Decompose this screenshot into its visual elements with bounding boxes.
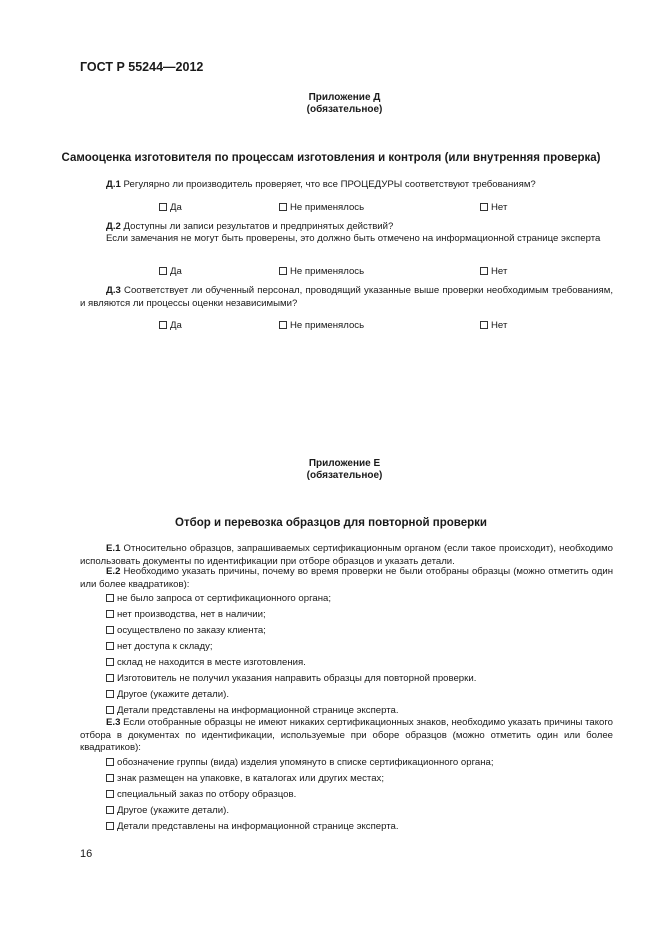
appendix-e-title: Приложение Е bbox=[308, 458, 381, 469]
checkbox-icon[interactable] bbox=[279, 203, 287, 211]
e2-checkbox-item[interactable] bbox=[106, 641, 213, 653]
checkbox-icon[interactable] bbox=[279, 267, 287, 275]
e2-checkbox-item[interactable] bbox=[106, 625, 266, 637]
checkbox-label: Другое (укажите детали). bbox=[117, 805, 230, 816]
e3-checkbox-item[interactable] bbox=[106, 789, 296, 801]
item-e2-number: Е.2 bbox=[106, 566, 121, 577]
question-d1-number: Д.1 bbox=[106, 179, 121, 190]
checkbox-icon[interactable] bbox=[106, 594, 114, 602]
question-d2-number: Д.2 bbox=[106, 221, 121, 232]
checkbox-icon[interactable] bbox=[106, 774, 114, 782]
checkbox-icon[interactable] bbox=[106, 626, 114, 634]
appendix-d-heading: Самооценка изготовителя по процессам изготовления и контроля (или внутренняя проверка) bbox=[61, 152, 601, 164]
checkbox-label: нет производства, нет в наличии; bbox=[117, 609, 266, 620]
checkbox-label: Детали представлены на информационной странице эксперта. bbox=[117, 705, 399, 716]
d3-no-option[interactable] bbox=[480, 320, 507, 332]
e2-checkbox-item[interactable] bbox=[106, 593, 331, 605]
e2-checkbox-item[interactable] bbox=[106, 689, 229, 701]
d1-no-option[interactable] bbox=[480, 202, 507, 214]
question-d3-text: Соответствует ли обученный персонал, проводящий указанные выше проверки необходимым требованиям, и являются ли процессы оценки независимыми? bbox=[80, 285, 614, 309]
checkbox-icon[interactable] bbox=[106, 642, 114, 650]
option-label: Нет bbox=[491, 202, 508, 213]
item-e3-number: Е.3 bbox=[106, 717, 121, 728]
item-e2-text: Необходимо указать причины, почему во время проверки не были отобраны образцы (можно отметить один или более квадратиков): bbox=[80, 566, 613, 590]
d2-no-option[interactable] bbox=[480, 266, 507, 278]
checkbox-icon[interactable] bbox=[106, 790, 114, 798]
option-label: Да bbox=[170, 320, 182, 331]
d2-yes-option[interactable] bbox=[159, 266, 182, 278]
d1-na-option[interactable] bbox=[279, 202, 364, 214]
checkbox-icon[interactable] bbox=[106, 822, 114, 830]
checkbox-label: нет доступа к складу; bbox=[117, 641, 213, 652]
d2-na-option[interactable] bbox=[279, 266, 364, 278]
checkbox-icon[interactable] bbox=[159, 321, 167, 329]
e3-checkbox-item[interactable] bbox=[106, 757, 494, 769]
checkbox-icon[interactable] bbox=[106, 758, 114, 766]
option-label: Нет bbox=[491, 320, 508, 331]
appendix-d-title: Приложение Д bbox=[308, 92, 381, 103]
option-label: Да bbox=[170, 266, 182, 277]
checkbox-icon[interactable] bbox=[159, 267, 167, 275]
d3-na-option[interactable] bbox=[279, 320, 364, 332]
option-label: Не применялось bbox=[290, 266, 365, 277]
checkbox-label: знак размещен на упаковке, в каталогах или других местах; bbox=[117, 773, 384, 784]
option-label: Не применялось bbox=[290, 202, 365, 213]
item-e1-text: Относительно образцов, запрашиваемых сертификационным органом (если такое происходит), необходимо использовать документы по идентификации при отборе образцов и указать детали. bbox=[80, 543, 613, 567]
option-label: Не применялось bbox=[290, 320, 365, 331]
e2-checkbox-item[interactable] bbox=[106, 705, 399, 717]
question-d1-text: Регулярно ли производитель проверяет, что все ПРОЦЕДУРЫ соответствуют требованиям? bbox=[123, 179, 536, 190]
d3-yes-option[interactable] bbox=[159, 320, 182, 332]
e2-checkbox-item[interactable] bbox=[106, 673, 476, 685]
e3-checkbox-item[interactable] bbox=[106, 773, 384, 785]
checkbox-label: специальный заказ по отбору образцов. bbox=[117, 789, 297, 800]
appendix-e-status: (обязательное) bbox=[306, 470, 383, 481]
item-e1-number: Е.1 bbox=[106, 543, 121, 554]
item-e3 bbox=[80, 717, 613, 755]
checkbox-icon[interactable] bbox=[480, 321, 488, 329]
item-e2 bbox=[80, 566, 613, 591]
checkbox-label: осуществлено по заказу клиента; bbox=[117, 625, 266, 636]
e2-checkbox-item[interactable] bbox=[106, 657, 306, 669]
page-number: 16 bbox=[80, 848, 93, 860]
checkbox-icon[interactable] bbox=[480, 203, 488, 211]
e2-checkbox-item[interactable] bbox=[106, 609, 266, 621]
question-d2-text: Доступны ли записи результатов и предпринятых действий? bbox=[123, 221, 394, 232]
option-label: Нет bbox=[491, 266, 508, 277]
appendix-d-status: (обязательное) bbox=[306, 104, 383, 115]
item-e1 bbox=[80, 543, 613, 568]
question-d1 bbox=[106, 179, 536, 192]
checkbox-icon[interactable] bbox=[480, 267, 488, 275]
checkbox-icon[interactable] bbox=[106, 658, 114, 666]
checkbox-icon[interactable] bbox=[159, 203, 167, 211]
checkbox-icon[interactable] bbox=[106, 610, 114, 618]
appendix-e-heading: Отбор и перевозка образцов для повторной проверки bbox=[175, 517, 487, 529]
checkbox-icon[interactable] bbox=[106, 690, 114, 698]
e3-checkbox-item[interactable] bbox=[106, 821, 399, 833]
checkbox-label: обозначение группы (вида) изделия упомянуто в списке сертификационного органа; bbox=[117, 757, 494, 768]
checkbox-icon[interactable] bbox=[106, 806, 114, 814]
document-code: ГОСТ Р 55244—2012 bbox=[80, 60, 204, 74]
checkbox-label: склад не находится в месте изготовления. bbox=[117, 657, 306, 668]
checkbox-icon[interactable] bbox=[279, 321, 287, 329]
d1-yes-option[interactable] bbox=[159, 202, 182, 214]
checkbox-icon[interactable] bbox=[106, 706, 114, 714]
question-d3-number: Д.3 bbox=[106, 285, 121, 296]
question-d2 bbox=[106, 221, 393, 234]
checkbox-label: Детали представлены на информационной странице эксперта. bbox=[117, 821, 399, 832]
checkbox-icon[interactable] bbox=[106, 674, 114, 682]
checkbox-label: Изготовитель не получил указания направить образцы для повторной проверки. bbox=[117, 673, 477, 684]
option-label: Да bbox=[170, 202, 182, 213]
item-e3-text: Если отобранные образцы не имеют никаких сертификационных знаков, необходимо указать причины такого отбора в документах по идентификации, используемые при оборе образцов (можно отметить один или более квадратиков): bbox=[80, 717, 613, 754]
checkbox-label: Другое (укажите детали). bbox=[117, 689, 230, 700]
question-d3 bbox=[80, 285, 613, 310]
checkbox-label: не было запроса от сертификационного органа; bbox=[117, 593, 331, 604]
e3-checkbox-item[interactable] bbox=[106, 805, 229, 817]
question-d2-note: Если замечания не могут быть проверены, это должно быть отмечено на информационной странице эксперта bbox=[106, 233, 601, 244]
